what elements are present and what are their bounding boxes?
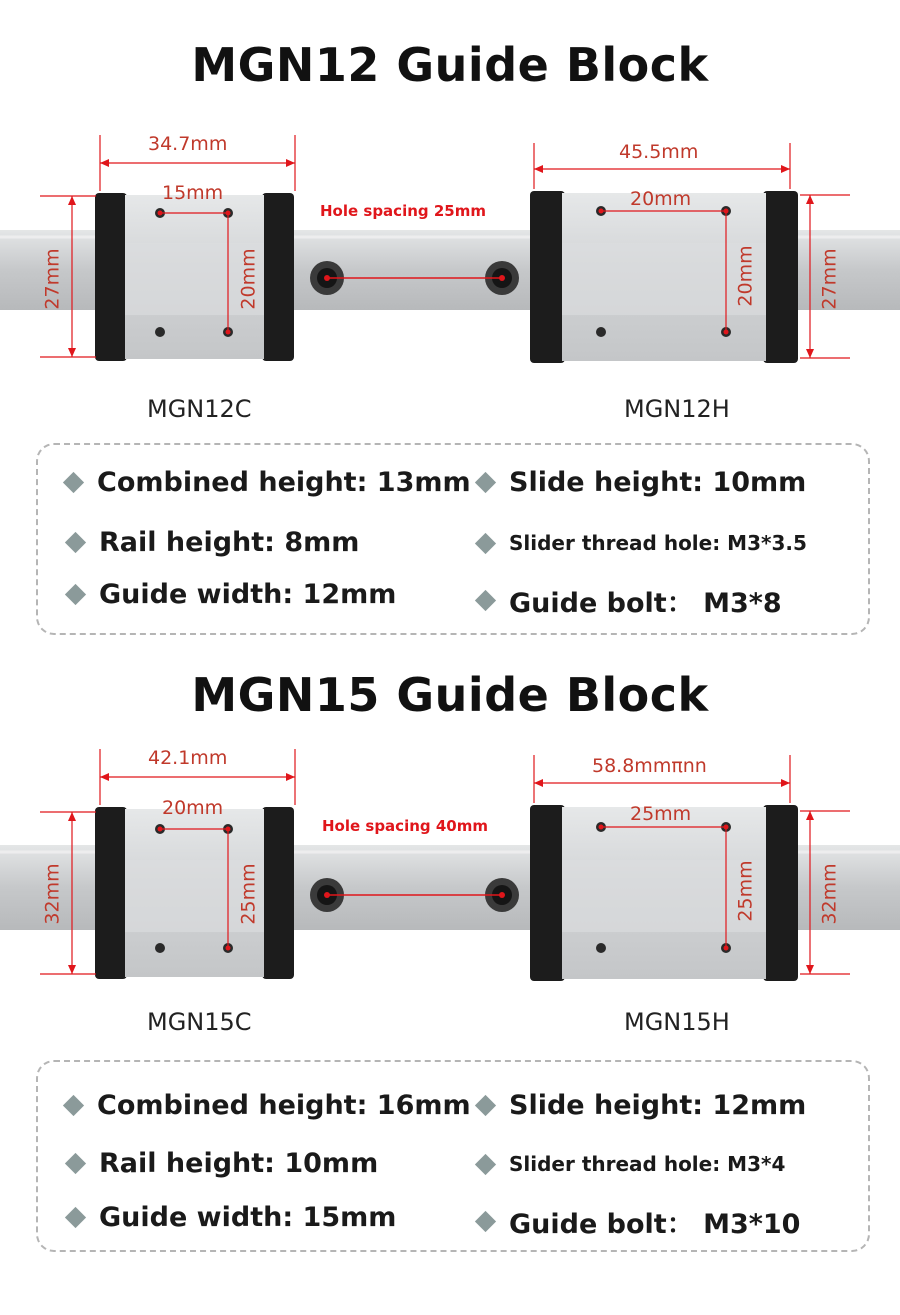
rail-drawing [0,745,900,1045]
right-width-label: 45.5mm [619,141,699,163]
block-mgn12h [530,191,798,363]
spec-box [36,1060,870,1252]
left-hole-h-label: 20mm [162,797,224,819]
diamond-bullet-icon [63,472,84,493]
spec-item: Guide width: 15mm [68,1202,396,1233]
right-width-label: 58.8mmπnn [592,755,707,777]
spec-item: Slide height: 12mm [478,1090,806,1121]
left-hole-v-label: 25mm [237,863,260,925]
hole-spacing-label: Hole spacing 40mm [322,817,488,835]
left-hole-h-label: 15mm [162,182,224,204]
left-hole-v-label: 20mm [237,248,260,310]
section-title: MGN12 Guide Block [191,38,709,92]
left-height-label: 27mm [41,248,64,310]
right-height-label: 27mm [818,248,841,310]
diamond-bullet-icon [475,472,496,493]
diamond-bullet-icon [475,1211,496,1232]
left-width-label: 42.1mm [148,747,228,769]
diamond-bullet-icon [475,1153,496,1174]
spec-item: Slider thread hole: M3*4 [478,1152,785,1176]
diamond-bullet-icon [65,584,86,605]
section-title: MGN15 Guide Block [191,668,709,722]
diamond-bullet-icon [65,1207,86,1228]
mgn15-section [0,650,900,1315]
spec-box [36,443,870,635]
diamond-bullet-icon [63,1095,84,1116]
right-height-label: 32mm [818,863,841,925]
right-hole-h-label: 25mm [630,803,692,825]
diamond-bullet-icon [475,590,496,611]
spec-item: Combined height: 13mm [66,467,471,498]
model-label-left: MGN15C [147,1008,252,1036]
spec-item: Slider thread hole: M3*3.5 [478,531,807,555]
right-hole-v-label: 20mm [734,245,757,307]
diamond-bullet-icon [475,532,496,553]
right-hole-h-label: 20mm [630,188,692,210]
mgn12-section [0,0,900,650]
diamond-bullet-icon [65,532,86,553]
model-label-right: MGN12H [624,395,730,423]
rail-drawing [0,125,900,425]
block-mgn12c [95,193,294,361]
diamond-bullet-icon [475,1095,496,1116]
spec-item: Rail height: 10mm [68,1148,378,1179]
spec-item: Rail height: 8mm [68,527,359,558]
right-hole-v-label: 25mm [734,860,757,922]
spec-item: Guide bolt： M3*8 [478,581,782,620]
spec-item: Guide width: 12mm [68,579,396,610]
left-height-label: 32mm [41,863,64,925]
block-mgn15c [95,807,294,979]
diamond-bullet-icon [65,1153,86,1174]
hole-spacing-label: Hole spacing 25mm [320,202,486,220]
mgn15-diagram [0,745,900,1045]
block-mgn15h [530,805,798,981]
spec-item: Combined height: 16mm [66,1090,471,1121]
left-width-label: 34.7mm [148,133,228,155]
mgn12-diagram [0,125,900,425]
spec-item: Guide bolt： M3*10 [478,1202,800,1241]
spec-item: Slide height: 10mm [478,467,806,498]
model-label-left: MGN12C [147,395,252,423]
model-label-right: MGN15H [624,1008,730,1036]
